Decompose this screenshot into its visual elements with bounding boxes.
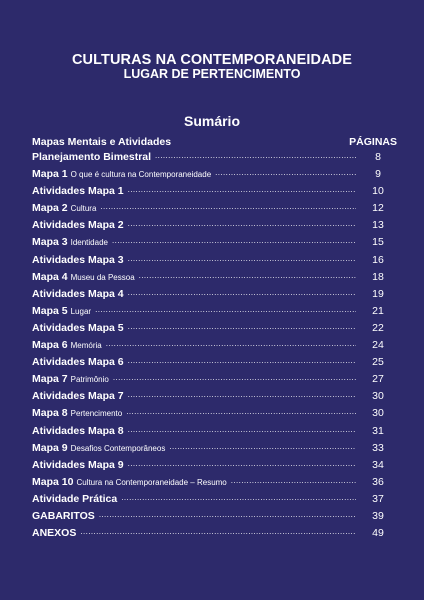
toc-entry-description: Identidade <box>70 238 108 248</box>
dot-leader <box>128 184 356 194</box>
toc-entry-description: Pertencimento <box>70 409 123 419</box>
dot-leader <box>128 321 356 331</box>
toc-entry-label: ANEXOS <box>32 527 77 540</box>
toc-entry-label: Atividades Mapa 1 <box>32 185 124 198</box>
toc-entry-description: Cultura na Contemporaneidade – Resumo <box>76 477 227 487</box>
toc-entry[interactable] <box>32 338 396 355</box>
dot-leader <box>99 509 356 519</box>
toc-entry[interactable] <box>32 372 396 389</box>
toc-entry[interactable] <box>32 321 396 338</box>
toc-entry[interactable] <box>32 304 396 321</box>
toc-entry-label: Atividades Mapa 4 <box>32 287 124 300</box>
toc-entry-page-number: 30 <box>372 407 384 420</box>
dot-leader <box>128 253 356 263</box>
toc-entry[interactable] <box>32 424 396 441</box>
toc-entry-page-number: 39 <box>372 509 384 522</box>
document-title: CULTURAS NA CONTEMPORANEIDADE <box>71 52 352 68</box>
toc-entry-page-number: 9 <box>375 168 381 181</box>
dot-leader <box>128 389 356 399</box>
dot-leader <box>128 218 356 228</box>
toc-entry-description: Lugar <box>70 306 92 316</box>
toc-entry-description: Cultura <box>70 204 97 214</box>
toc-entry-page-number: 49 <box>372 527 384 540</box>
dot-leader <box>231 475 356 485</box>
document-subtitle: LUGAR DE PERTENCIMENTO <box>123 67 301 81</box>
toc-entry-label: Mapa 8 <box>32 407 68 420</box>
toc-entry-page-number: 15 <box>372 236 384 249</box>
toc-entry[interactable] <box>32 287 396 304</box>
column-header-sections: Mapas Mentais e Atividades <box>32 136 172 148</box>
dot-leader <box>215 167 356 177</box>
toc-entry-description: Desafios Contemporâneos <box>70 443 166 453</box>
dot-leader <box>128 458 356 468</box>
toc-entry-page-number: 34 <box>372 458 384 471</box>
toc-entry-page-number: 16 <box>372 253 384 266</box>
toc-entry[interactable] <box>32 406 396 423</box>
toc-entry[interactable] <box>32 184 396 201</box>
toc-entry[interactable] <box>32 441 396 458</box>
summary-heading: Sumário <box>183 113 240 129</box>
toc-entry-page-number: 8 <box>375 151 381 163</box>
toc-entry-page-number: 24 <box>372 339 384 352</box>
toc-entry[interactable] <box>32 458 396 475</box>
toc-entry[interactable] <box>32 492 396 509</box>
toc-entry-label: Atividades Mapa 9 <box>32 458 124 471</box>
toc-entry[interactable] <box>32 150 396 167</box>
toc-entry[interactable] <box>32 509 396 526</box>
toc-entry-label: Mapa 5 <box>32 304 68 317</box>
toc-entry-page-number: 21 <box>372 304 384 317</box>
toc-entry[interactable] <box>32 475 396 492</box>
toc-entry-page-number: 27 <box>372 373 384 386</box>
dot-leader <box>128 424 356 434</box>
toc-entry-page-number: 30 <box>372 390 384 403</box>
dot-leader <box>80 526 356 536</box>
toc-entry-label: Atividades Mapa 6 <box>32 356 124 369</box>
toc-entry-label: Mapa 1 <box>32 168 68 181</box>
dot-leader <box>106 338 356 348</box>
table-of-contents <box>32 150 396 543</box>
toc-entry-page-number: 10 <box>372 185 384 198</box>
toc-entry-description: Patrimônio <box>70 375 109 385</box>
toc-entry-page-number: 19 <box>372 287 384 300</box>
toc-entry-label: Atividade Prática <box>32 492 118 505</box>
dot-leader <box>128 287 356 297</box>
dot-leader <box>112 235 356 245</box>
toc-entry-page-number: 36 <box>372 475 384 488</box>
toc-entry-label: Mapa 4 <box>32 270 68 283</box>
toc-entry-label: Atividades Mapa 3 <box>32 253 124 266</box>
dot-leader <box>139 270 356 280</box>
toc-entry-label: Atividades Mapa 7 <box>32 390 124 403</box>
toc-entry[interactable] <box>32 201 396 218</box>
toc-entry-page-number: 31 <box>372 424 384 437</box>
toc-entry-label: Atividades Mapa 2 <box>32 219 124 232</box>
dot-leader <box>155 150 356 160</box>
toc-entry-label: Mapa 7 <box>32 373 68 386</box>
toc-entry[interactable] <box>32 355 396 372</box>
toc-entry[interactable] <box>32 526 396 543</box>
toc-entry[interactable] <box>32 167 396 184</box>
column-header-pages: PÁGINAS <box>349 136 397 148</box>
toc-entry[interactable] <box>32 235 396 252</box>
toc-entry-description: Memória <box>70 341 102 351</box>
toc-entry-description: O que é cultura na Contemporaneidade <box>70 170 212 180</box>
toc-entry[interactable] <box>32 389 396 406</box>
toc-entry-label: Atividades Mapa 8 <box>32 424 124 437</box>
dot-leader <box>95 304 356 314</box>
toc-entry[interactable] <box>32 253 396 270</box>
dot-leader <box>169 441 356 451</box>
toc-entry-page-number: 25 <box>372 356 384 369</box>
toc-entry[interactable] <box>32 270 396 287</box>
toc-entry-label: GABARITOS <box>32 509 95 522</box>
toc-entry-description: Museu da Pessoa <box>70 272 135 282</box>
toc-entry[interactable] <box>32 218 396 235</box>
dot-leader <box>113 372 356 382</box>
toc-entry-label: Mapa 10 <box>32 475 74 488</box>
toc-entry-label: Mapa 9 <box>32 441 68 454</box>
toc-entry-label: Planejamento Bimestral <box>32 151 152 163</box>
toc-entry-page-number: 18 <box>372 270 384 283</box>
toc-entry-label: Mapa 3 <box>32 236 68 249</box>
toc-entry-label: Mapa 6 <box>32 339 68 352</box>
dot-leader <box>126 406 356 416</box>
toc-entry-page-number: 13 <box>372 219 384 232</box>
toc-entry-label: Atividades Mapa 5 <box>32 321 124 334</box>
toc-entry-page-number: 22 <box>372 321 384 334</box>
dot-leader <box>121 492 356 502</box>
toc-entry-page-number: 12 <box>372 202 384 215</box>
dot-leader <box>100 201 356 211</box>
toc-entry-page-number: 33 <box>372 441 384 454</box>
dot-leader <box>128 355 356 365</box>
toc-entry-page-number: 37 <box>372 492 384 505</box>
toc-entry-label: Mapa 2 <box>32 202 68 215</box>
